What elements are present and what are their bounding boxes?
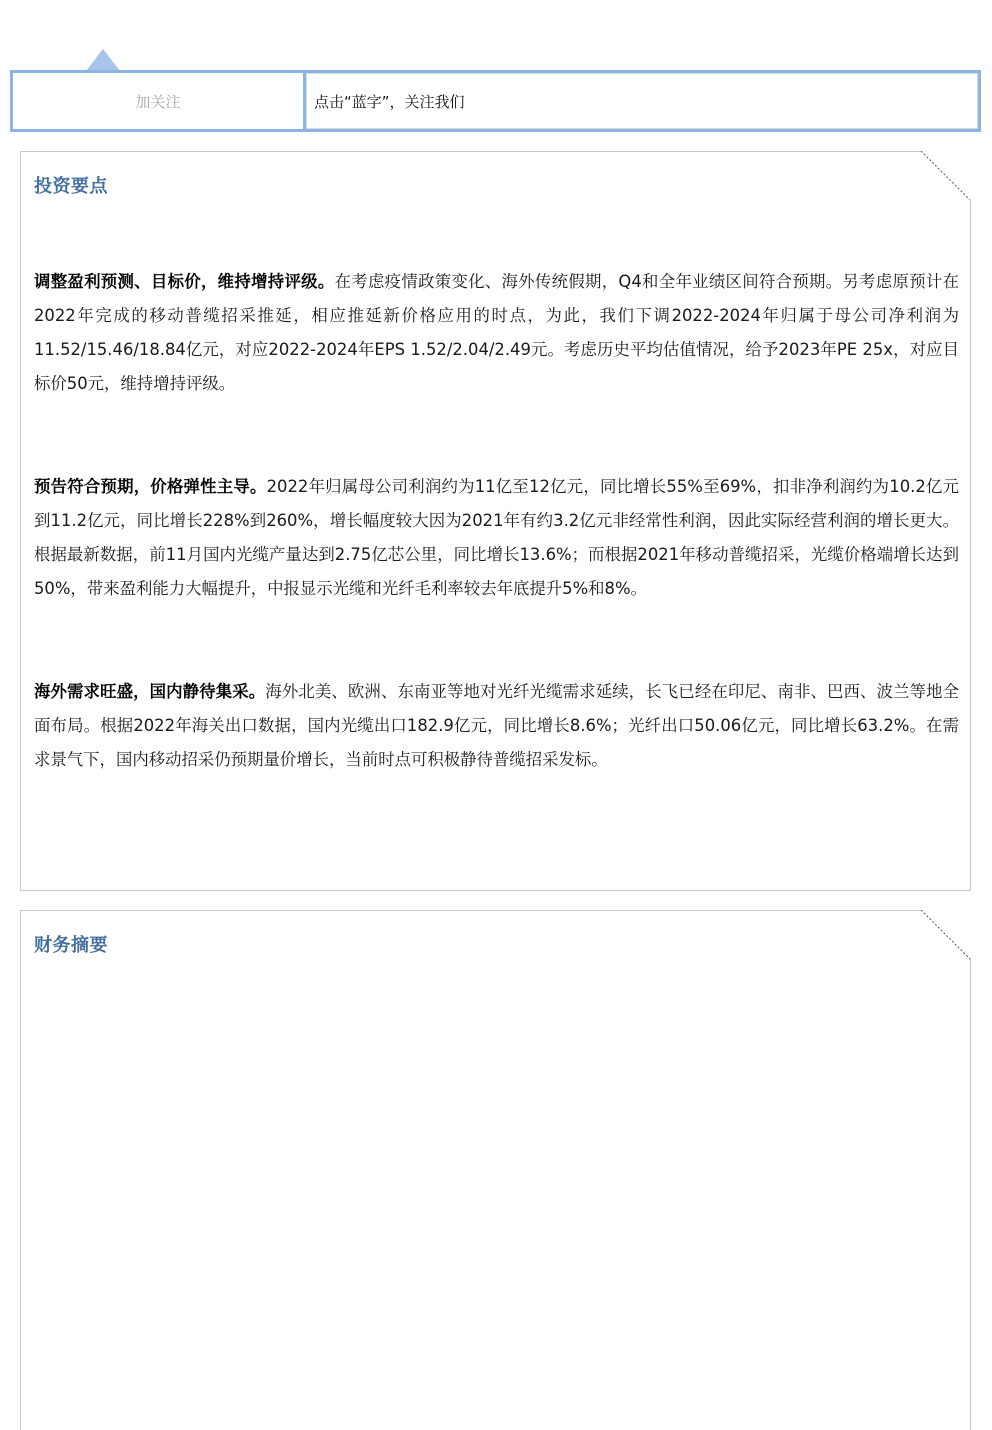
- follow-bar: [10, 70, 981, 132]
- section-body: [34, 265, 959, 846]
- investment-highlights-panel: [20, 151, 971, 891]
- follow-prompt: 点击“蓝字”，关注我们: [306, 73, 978, 129]
- folded-corner-icon: [921, 910, 971, 960]
- financial-summary-panel: [20, 910, 971, 1430]
- paragraph-lead: 海外需求旺盛，国内静待集采。: [34, 682, 266, 701]
- folded-corner-icon: [921, 151, 971, 201]
- paragraph-lead: 预告符合预期，价格弹性主导。: [34, 477, 267, 496]
- follow-button[interactable]: 加关注: [13, 73, 306, 129]
- section-title: 投资要点: [34, 176, 108, 197]
- paragraph: [34, 470, 959, 606]
- section-title: 财务摘要: [34, 935, 108, 956]
- paragraph: [34, 265, 959, 401]
- paragraph-lead: 调整盈利预测、目标价，维持增持评级。: [34, 272, 335, 291]
- paragraph-text: 2022年归属母公司利润约为11亿至12亿元，同比增长55%至69%，扣非净利润约为10.2亿元到11.2亿元，同比增长228%到260%，增长幅度较大因为2021年有约3.2亿元非经常性利润，因此实际经营利润的增长更大。根据最新数据，前11月国内光缆产量达到2.75亿芯公里，同比增长13.6%；而根据2021年移动普缆招采，光缆价格端增长达到50%，带来盈利能力大幅提升，中报显示光缆和光纤毛利率较去年底提升5%和8%。: [34, 477, 960, 598]
- paragraph-text: 海外北美、欧洲、东南亚等地对光纤光缆需求延续，长飞已经在印尼、南非、巴西、波兰等地全面布局。根据2022年海关出口数据，国内光缆出口182.9亿元，同比增长8.6%；光纤出口50.06亿元，同比增长63.2%。在需求景气下，国内移动招采仍预期量价增长，当前时点可积极静待普缆招采发标。: [34, 682, 960, 769]
- paragraph: [34, 675, 959, 777]
- follow-pointer-arrow: [86, 49, 120, 71]
- paragraph-text: 在考虑疫情政策变化、海外传统假期，Q4和全年业绩区间符合预期。另考虑原预计在2022年完成的移动普缆招采推延，相应推延新价格应用的时点，为此，我们下调2022-2024年归属于母公司净利润为11.52/15.46/18.84亿元，对应2022-2024年EPS 1.52/2.04/2.49元。考虑历史平均估值情况，给予2023年PE 25x，对应目标价50元，维持增持评级。: [34, 272, 960, 393]
